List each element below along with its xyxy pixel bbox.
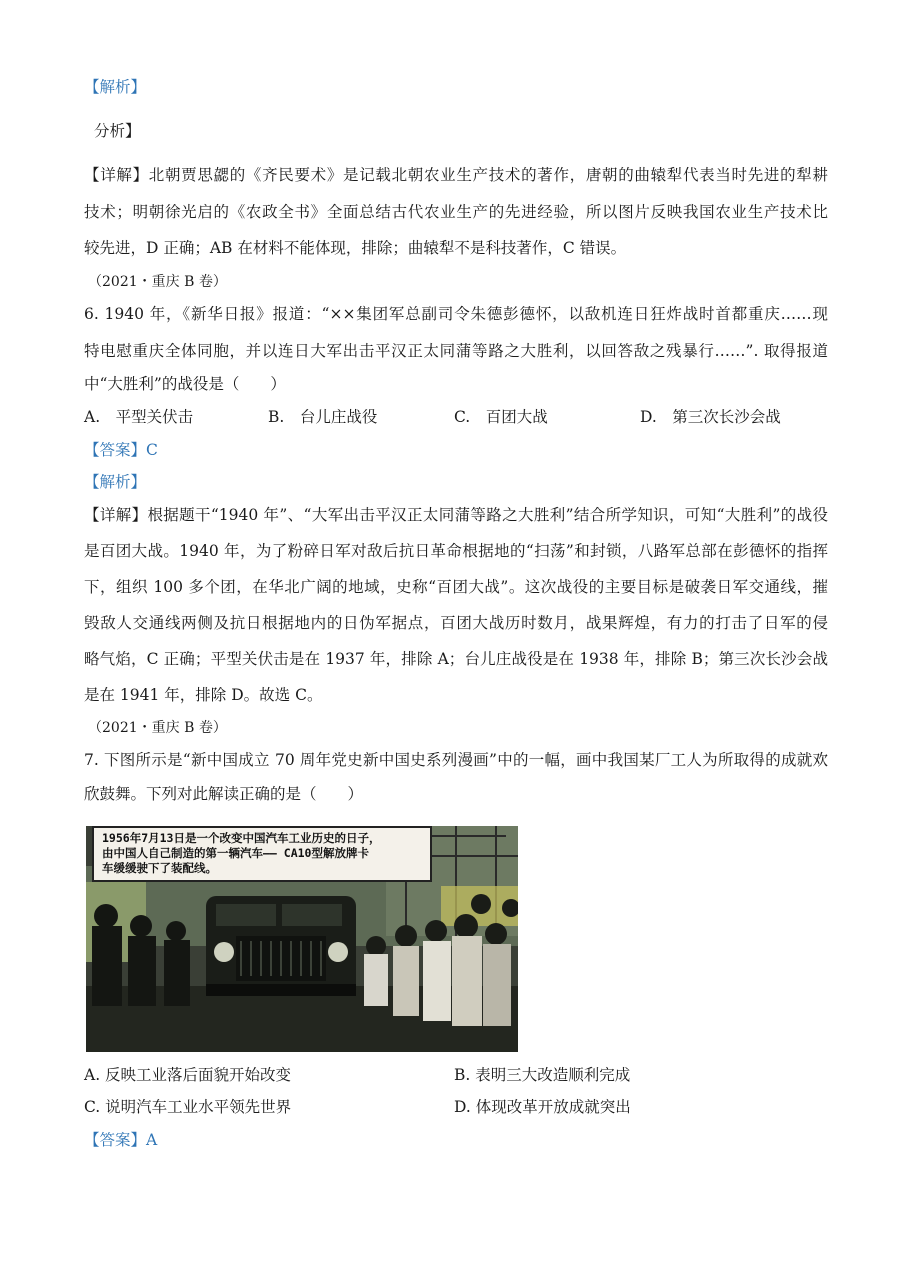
detail-line: 是在 1941 年，排除 D。故选 C。 (84, 686, 323, 704)
detail-line: 下，组织 100 多个团，在华北广阔的地域，史称“百团大战”。这次战役的主要目标是破袭日军交通线，摧 (84, 578, 828, 596)
options-row (84, 406, 844, 428)
detail-line: 毁敌人交通线两侧及抗日根据地内的日伪军据点，百团大战历时数月，战果辉煌，有力的打击了日军的侵 (84, 614, 828, 632)
question-stem-line: 中“大胜利”的战役是（ ） (84, 375, 286, 393)
answer-text: 【答案】A (84, 1131, 158, 1149)
answer-line (84, 439, 158, 461)
analysis-heading: 【解析】 (84, 473, 147, 491)
option-c: C. 百团大战 (454, 408, 548, 426)
option-d: D. 第三次长沙会战 (640, 408, 781, 426)
answer-text: 【答案】C (84, 441, 158, 459)
question-stem-line: 特电慰重庆全体同胞，并以连日大军出击平汉正太同蒲等路之大胜利，以回答敌之残暴行……”. 取得报道 (84, 342, 828, 360)
comic-caption (92, 826, 432, 882)
option-b: B. 台儿庄战役 (268, 408, 378, 426)
question-source: （2021・重庆 B 卷） (88, 720, 227, 736)
question-stem-line: 7. 下图所示是“新中国成立 70 周年党史新中国史系列漫画”中的一幅，画中我国某厂工人为所取得的成就欢 (84, 751, 828, 769)
option-a: A. 平型关伏击 (84, 408, 194, 426)
detail-line: 【详解】根据题干“1940 年”、“大军出击平汉正太同蒲等路之大胜利”结合所学知识，可知“大胜利”的战役 (84, 506, 828, 524)
comic-illustration (86, 826, 518, 1052)
answer-line (84, 1129, 157, 1151)
comic-caption-line: 由中国人自己制造的第一辆汽车—— CA10型解放牌卡 (102, 846, 369, 860)
comic-caption-line: 车缓缓驶下了装配线。 (102, 861, 217, 875)
comic-caption-line: 1956年7月13日是一个改变中国汽车工业历史的日子， (102, 831, 381, 845)
options-row (84, 1096, 844, 1118)
detail-line: 技术；明朝徐光启的《农政全书》全面总结古代农业生产的先进经验，所以图片反映我国农业生产技术比 (84, 203, 828, 221)
option-a: A. 反映工业落后面貌开始改变 (84, 1066, 292, 1084)
analysis-heading: 【解析】 (84, 78, 147, 96)
detail-line: 略气焰，C 正确；平型关伏击是在 1937 年，排除 A；台儿庄战役是在 1938 年，排除 B；第三次长沙会战 (84, 650, 828, 668)
question-source: （2021・重庆 B 卷） (88, 274, 227, 290)
detail-line: 是百团大战。1940 年，为了粉碎日军对敌后抗日革命根据地的“扫荡”和封锁，八路军总部在彭德怀的指挥 (84, 542, 828, 560)
option-c: C. 说明汽车工业水平领先世界 (84, 1098, 292, 1116)
analysis-label: 分析】 (94, 122, 141, 140)
options-row (84, 1064, 844, 1086)
option-d: D. 体现改革开放成就突出 (454, 1098, 631, 1116)
option-b: B. 表明三大改造顺利完成 (454, 1066, 631, 1084)
question-stem-line: 6. 1940 年，《新华日报》报道：“××集团军总副司令朱德彭德怀，以敌机连日狂炸战时首都重庆……现 (84, 305, 828, 323)
detail-line: 【详解】北朝贾思勰的《齐民要术》是记载北朝农业生产技术的著作，唐朝的曲辕犁代表当时先进的犁耕 (84, 166, 828, 184)
detail-line: 较先进，D 正确；AB 在材料不能体现，排除；曲辕犁不是科技著作，C 错误。 (84, 239, 627, 257)
question-stem-line: 欣鼓舞。下列对此解读正确的是（ ） (84, 785, 364, 803)
